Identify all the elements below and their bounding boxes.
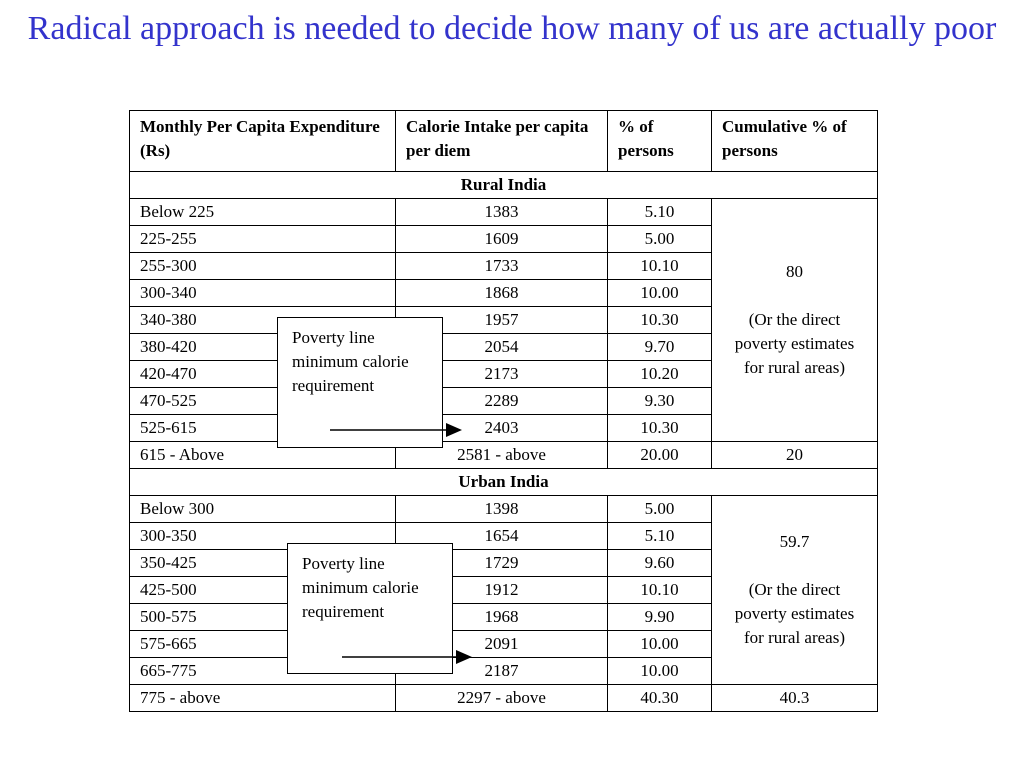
cell-calorie: 2091	[396, 631, 608, 658]
cell-percent: 20.00	[608, 442, 712, 469]
cell-calorie: 1609	[396, 226, 608, 253]
cumulative-note: (Or the direct poverty estimates for rural areas)	[734, 310, 855, 377]
cell-percent: 9.90	[608, 604, 712, 631]
cell-percent: 10.00	[608, 631, 712, 658]
cell-calorie: 1654	[396, 523, 608, 550]
table-header-row	[130, 111, 878, 172]
cell-cumulative-merged	[712, 199, 878, 442]
table-row	[130, 442, 878, 469]
cell-expenditure: 500-575	[130, 604, 396, 631]
callout-text-urban: Poverty line minimum calorie requirement	[302, 554, 419, 621]
cell-expenditure: 380-420	[130, 334, 396, 361]
cell-cumulative: 40.3	[712, 685, 878, 712]
header-expenditure: Monthly Per Capita Expenditure (Rs)	[130, 111, 396, 172]
cell-percent: 10.20	[608, 361, 712, 388]
cell-expenditure: Below 225	[130, 199, 396, 226]
cell-expenditure: 425-500	[130, 577, 396, 604]
cell-percent: 40.30	[608, 685, 712, 712]
cell-calorie: 1968	[396, 604, 608, 631]
cell-percent: 10.00	[608, 658, 712, 685]
cell-percent: 5.00	[608, 496, 712, 523]
cell-calorie: 2054	[396, 334, 608, 361]
cumulative-note: (Or the direct poverty estimates for rural areas)	[734, 580, 855, 647]
cell-calorie: 1957	[396, 307, 608, 334]
cell-calorie: 2187	[396, 658, 608, 685]
cell-percent: 9.60	[608, 550, 712, 577]
cell-calorie: 1733	[396, 253, 608, 280]
cell-percent: 10.10	[608, 253, 712, 280]
cell-expenditure: 575-665	[130, 631, 396, 658]
cumulative-value: 80	[786, 262, 803, 281]
cell-calorie: 2173	[396, 361, 608, 388]
cell-percent: 9.70	[608, 334, 712, 361]
arrow-icon-urban	[342, 649, 475, 665]
cell-cumulative-merged	[712, 496, 878, 685]
cell-percent: 10.00	[608, 280, 712, 307]
cell-percent: 10.30	[608, 415, 712, 442]
cell-expenditure: 300-340	[130, 280, 396, 307]
cell-expenditure: 300-350	[130, 523, 396, 550]
section-row-rural	[130, 172, 878, 199]
cell-expenditure: 665-775	[130, 658, 396, 685]
cell-percent: 10.30	[608, 307, 712, 334]
cell-percent: 10.10	[608, 577, 712, 604]
cell-calorie: 1868	[396, 280, 608, 307]
poverty-table	[129, 110, 878, 712]
cell-expenditure: 470-525	[130, 388, 396, 415]
table-row	[130, 199, 878, 226]
header-calorie: Calorie Intake per capita per diem	[396, 111, 608, 172]
cell-expenditure: 255-300	[130, 253, 396, 280]
cell-percent: 5.10	[608, 199, 712, 226]
cell-calorie: 2289	[396, 388, 608, 415]
cell-expenditure: 775 - above	[130, 685, 396, 712]
cell-percent: 9.30	[608, 388, 712, 415]
section-label-rural: Rural India	[130, 172, 878, 199]
cell-calorie: 1383	[396, 199, 608, 226]
callout-text-rural: Poverty line minimum calorie requirement	[292, 328, 409, 395]
slide-title: Radical approach is needed to decide how many of us are actually poor	[27, 10, 997, 47]
cell-cumulative: 20	[712, 442, 878, 469]
cell-expenditure: 225-255	[130, 226, 396, 253]
cell-expenditure: 615 - Above	[130, 442, 396, 469]
header-cumulative: Cumulative % of persons	[712, 111, 878, 172]
cell-percent: 5.00	[608, 226, 712, 253]
cell-expenditure: 350-425	[130, 550, 396, 577]
cell-percent: 5.10	[608, 523, 712, 550]
cell-calorie: 1398	[396, 496, 608, 523]
cell-calorie: 2581 - above	[396, 442, 608, 469]
table-row	[130, 685, 878, 712]
cell-calorie: 2403	[396, 415, 608, 442]
cell-calorie: 1729	[396, 550, 608, 577]
arrow-icon-rural	[330, 422, 465, 438]
table-row	[130, 496, 878, 523]
cell-calorie: 1912	[396, 577, 608, 604]
section-label-urban: Urban India	[130, 469, 878, 496]
header-percent: % of persons	[608, 111, 712, 172]
cell-expenditure: 525-615	[130, 415, 396, 442]
cell-expenditure: 420-470	[130, 361, 396, 388]
cell-expenditure: 340-380	[130, 307, 396, 334]
section-row-urban	[130, 469, 878, 496]
cell-calorie: 2297 - above	[396, 685, 608, 712]
cell-expenditure: Below 300	[130, 496, 396, 523]
cumulative-value: 59.7	[779, 532, 810, 551]
